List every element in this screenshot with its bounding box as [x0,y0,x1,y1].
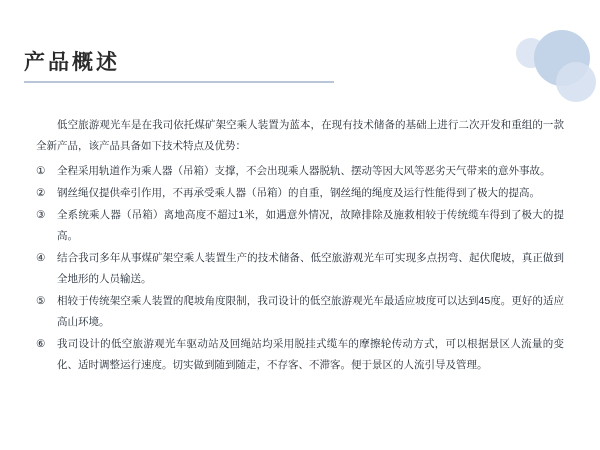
intro-paragraph: 低空旅游观光车是在我司依托煤矿架空乘人装置为蓝本，在现有技术储备的基础上进行二次开发和重组的一款全新产品，该产品具备如下技术特点及优势： [36,119,564,152]
list-item [36,248,564,290]
points-list [36,161,564,376]
list-marker: ② [36,187,46,199]
list-marker: ④ [36,252,46,264]
list-marker: ⑥ [36,338,46,350]
title-underline [24,81,334,83]
list-item [36,205,564,247]
circle-small-icon [516,38,546,68]
list-item-text: 我司设计的低空旅游观光车驱动站及回绳站均采用脱挂式缆车的摩擦轮传动方式，可以根据景区人流量的变化、适时调整运行速度。切实做到随到随走，不存客、不滞客。便于景区的人流引导及管理。 [57,338,564,371]
list-item-text: 结合我司多年从事煤矿架空乘人装置生产的技术储备、低空旅游观光车可实现多点拐弯、起伏爬坡，真正做到全地形的人员输送。 [57,252,564,285]
list-item-text: 相较于传统架空乘人装置的爬坡角度限制，我司设计的低空旅游观光车最适应坡度可以达到45度。更好的适应高山环境。 [57,295,564,328]
page-title: 产品概述 [24,51,120,74]
circle-medium-icon [556,62,596,102]
title-block [24,50,444,83]
list-item [36,334,564,376]
list-item [36,161,564,182]
list-item [36,291,564,333]
list-item [36,183,564,204]
body-content [36,115,564,377]
list-marker: ① [36,165,46,177]
list-marker: ⑤ [36,295,46,307]
list-item-text: 全系统乘人器（吊箱）离地高度不超过1米，如遇意外情况，故障排除及施救相较于传统缆车得到了极大的提高。 [57,209,564,242]
list-item-text: 钢丝绳仅提供牵引作用，不再承受乘人器（吊箱）的自重，钢丝绳的绳度及运行性能得到了极大的提高。 [57,187,540,199]
decorative-circles [480,0,600,110]
list-marker: ③ [36,209,46,221]
circle-large-icon [534,30,590,86]
list-item-text: 全程采用轨道作为乘人器（吊箱）支撑，不会出现乘人器脱轨、摆动等因大风等恶劣天气带来的意外事故。 [57,165,551,177]
